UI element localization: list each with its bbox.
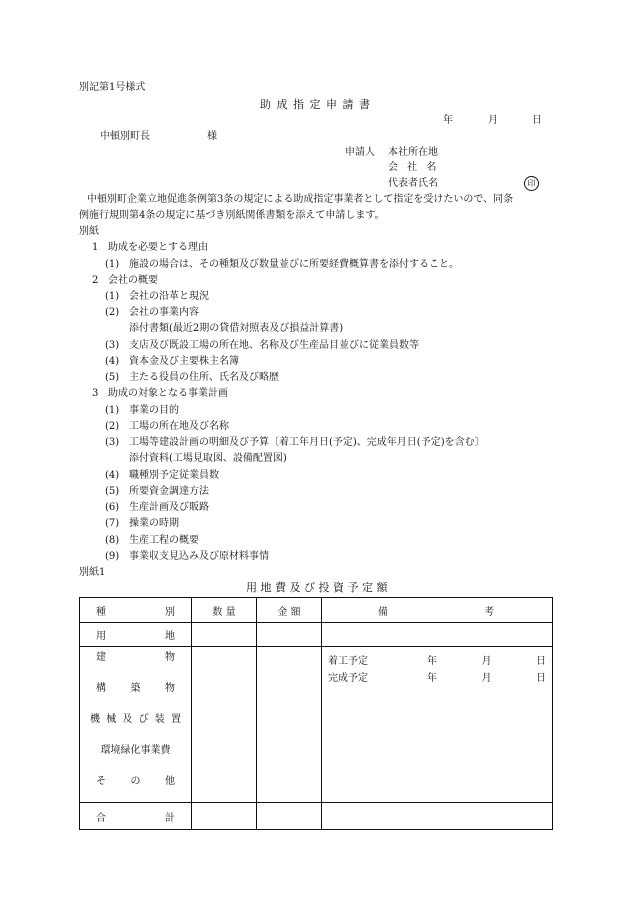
cell-remarks-schedule[interactable] [322,647,553,803]
body-line-1: 中頓別町企業立地促進条例第3条の規定による助成指定事業者として指定を受けたいので、同条 [87,194,514,205]
attachment-label: 別紙 [79,226,99,237]
list-item-number: (2) [105,307,120,318]
list-item: 資本金及び主要株主名簿 [129,356,239,367]
list-item: 添付書類(最近2期の貸借対照表及び損益計算書) [129,323,344,334]
list-item-number: (1) [105,291,120,302]
applicant-label: 申請人 [345,147,375,158]
list-item-number: (6) [105,502,120,513]
table-row-land [80,623,553,647]
header-quantity: 数 量 [192,598,257,623]
header-amount: 金 額 [257,598,322,623]
table-header-row [80,598,553,623]
end-month: 月 [481,673,492,684]
row-label-building: 建物 [96,652,175,663]
applicant-representative-label: 代表者氏名 [388,178,438,189]
form-number: 別記第1号様式 [79,82,146,93]
list-item: 事業収支見込み及び原材料事情 [129,551,269,562]
list-item: 生産工程の概要 [129,535,199,546]
table-row-total [80,803,553,830]
list-item: 職種別予定従業員数 [129,470,219,481]
list-heading: 会社の概要 [108,275,158,286]
list-item: 所要資金調達方法 [129,486,209,497]
row-label-greening: 環境緑化事業費 [100,745,171,756]
header-remarks-1: 備 [378,606,388,618]
list-item-number: (5) [105,486,120,497]
start-label: 着工予定 [328,656,368,667]
header-remarks-2: 考 [484,606,494,618]
end-year: 年 [427,673,438,684]
cell-amount[interactable] [257,623,322,647]
list-item: 会社の事業内容 [129,307,199,318]
sheet-label: 別紙1 [79,567,106,578]
budget-table [79,597,553,830]
list-item-number: (4) [105,356,120,367]
applicant-company-label: 会 社 名 [388,162,440,173]
body-line-2: 例施行規則第4条の規定に基づき別紙関係書類を添えて申請します。 [79,210,385,221]
table-row-facilities [80,647,553,803]
list-item: 操業の時期 [129,518,179,529]
list-item: 主たる役員の住所、氏名及び略歴 [129,372,279,383]
date-day: 日 [532,115,542,126]
list-number: 3 [92,388,99,399]
document-title: 助 成 指 定 申 請 書 [260,98,371,111]
cell-remarks[interactable] [322,803,553,830]
start-day: 日 [535,656,546,667]
table-title: 用 地 費 及 び 投 資 予 定 額 [246,581,388,594]
list-number: 2 [92,275,99,286]
list-item-number: (8) [105,535,120,546]
list-number: 1 [92,242,99,253]
list-item: 工場等建設計画の明細及び予算〔着工年月日(予定)、完成年月日(予定)を含む〕 [129,437,485,448]
list-item: 施設の場合は、その種類及び数量並びに所要経費概算書を添付すること。 [129,259,459,270]
cell-remarks[interactable] [322,623,553,647]
cell-amount[interactable] [257,803,322,830]
list-item-number: (2) [105,421,120,432]
cell-qty[interactable] [192,623,257,647]
list-heading: 助成の対象となる事業計画 [108,388,228,399]
row-label-other: その他 [96,776,175,787]
row-label-land: 用地 [96,631,175,642]
list-item: 添付資料(工場見取図、設備配置図) [129,453,287,464]
list-item-number: (1) [105,259,120,270]
header-type: 種別 [80,598,192,623]
list-item: 会社の沿革と現況 [129,291,209,302]
list-item-number: (5) [105,372,120,383]
list-item-number: (1) [105,405,120,416]
addressee-honorific: 様 [207,131,217,142]
seal-mark: 印 [524,176,539,191]
date-month: 月 [488,115,498,126]
applicant-address-label: 本社所在地 [388,147,438,158]
list-item-number: (9) [105,551,120,562]
row-label-structure: 構築物 [96,683,175,694]
list-item: 生産計画及び販路 [129,502,209,513]
list-item-number: (3) [105,340,120,351]
row-label-total: 合計 [96,812,175,824]
list-item: 工場の所在地及び名称 [129,421,229,432]
start-month: 月 [481,656,492,667]
cell-amount[interactable] [257,647,322,803]
date-year: 年 [443,115,453,126]
list-item: 事業の目的 [129,405,179,416]
list-item-number: (7) [105,518,120,529]
addressee: 中頓別町長 [100,131,150,142]
row-label-machinery: 機械及び装置 [90,714,181,725]
cell-qty[interactable] [192,647,257,803]
list-item: 支店及び既設工場の所在地、名称及び生産品目並びに従業員数等 [129,340,419,351]
list-heading: 助成を必要とする理由 [108,242,208,253]
end-label: 完成予定 [328,673,368,684]
end-day: 日 [535,673,546,684]
list-item-number: (4) [105,470,120,481]
start-year: 年 [427,656,438,667]
header-remarks [322,598,553,623]
list-item-number: (3) [105,437,120,448]
cell-qty[interactable] [192,803,257,830]
